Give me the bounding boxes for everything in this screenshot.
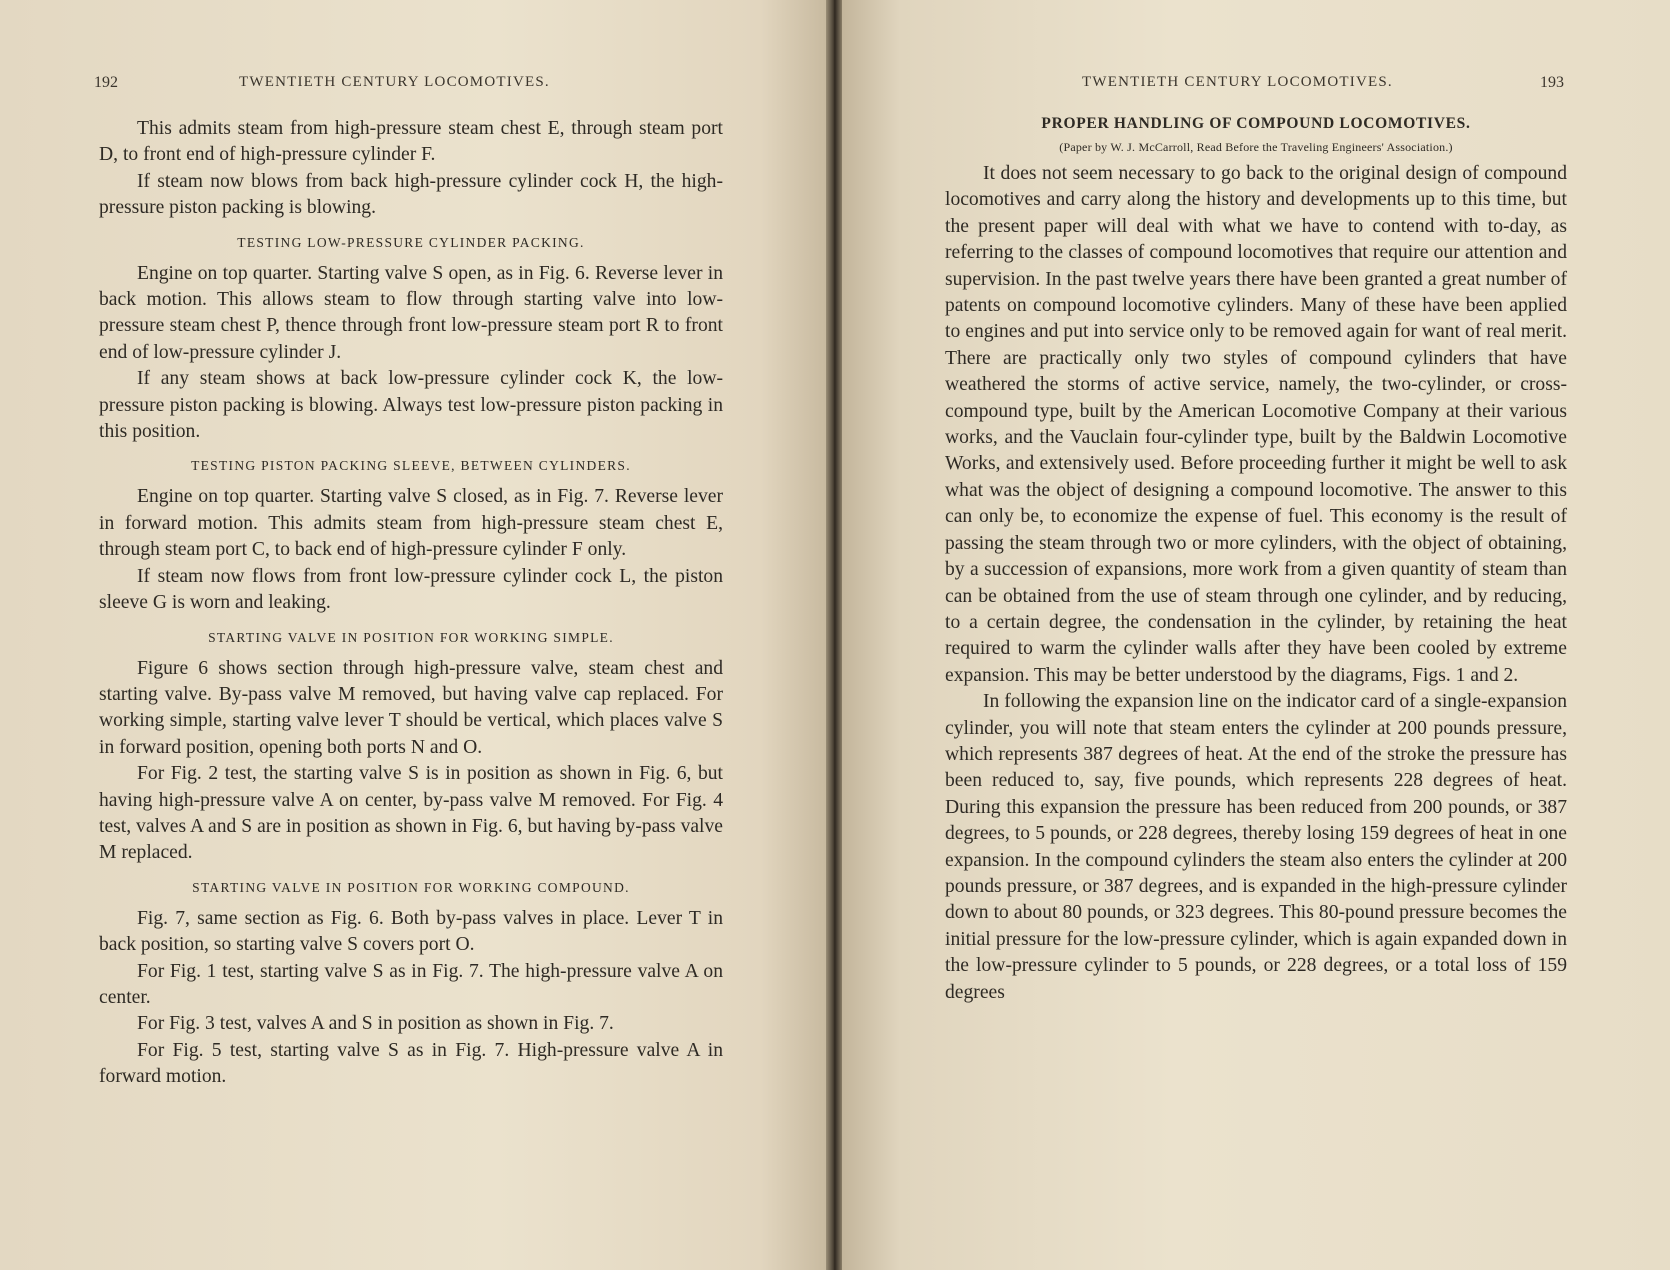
paragraph: In following the expansion line on the indicator card of a single-expansion cylinder, you will note that steam enters the cylinder at 200 pounds pressure, which represents 387 degrees of heat. At the end of the stroke the pressure has been reduced to, say, five pounds, which represents 228 degrees of heat. During this expansion the pressure has been reduced from 200 pounds, or 387 degrees, to 5 pounds, or 228 degrees, thereby losing 159 degrees of heat in one expansion. In the compound cylinders the steam also enters the cylinder at 200 pounds pressure, or 387 degrees, and is expanded in the high-pressure cylinder down to about 80 pounds, or 323 degrees. This 80-pound pressure becomes the initial pressure for the low-pressure cylinder, which is again expanded down in the low-pressure cylinder to 5 pounds, or 228 degrees, or a total loss of 159 degrees (945, 691, 1567, 1003)
article-byline: (Paper by W. J. McCarroll, Read Before the Traveling Engineers' Association.) (1059, 140, 1453, 154)
paragraph: This admits steam from high-pressure steam chest E, through steam port D, to front end of high-pressure cylinder F. (99, 118, 723, 166)
paragraph: If steam now flows from front low-pressure cylinder cock L, the piston sleeve G is worn and leaking. (99, 565, 723, 614)
page-number-right: 193 (1540, 74, 1564, 91)
paragraph: It does not seem necessary to go back to the original design of compound locomotives and carry along the history and developments up to this time, but the present paper will deal with what we have to contend with to-day, as referring to the classes of compound locomotives that require our attention and supervision. In the past twelve years there have been granted a great number of patents on compound locomotive cylinders. Many of these have been applied to engines and put into service only to be removed again for want of real merit. There are practically only two styles of compound cylinders that have weathered the storms of active service, namely, the two-cylinder, or cross-compound type, built by the American Locomotive Company at their various works, and the Vauclain four-cylinder type, built by the Baldwin Locomotive Works, and extensively used. Before proceeding further it might be well to ask what was the object of designing a compound locomotive. The answer to this can only be, to economize the expense of fuel. This economy is the result of passing the steam through two or more cylinders, with the object of obtaining, by a succession of expansions, more work from a given quantity of steam than can be obtained from the use of steam through one cylinder, and by reducing, to a certain degree, the condensation in the cylinder, by retaining the heat required to warm the cylinder walls after they have been cooled by extreme expansion. This may be better understood by the diagrams, Figs. 1 and 2. (945, 163, 1567, 686)
paragraph: For Fig. 3 test, valves A and S in position as shown in Fig. 7. (137, 1013, 614, 1035)
running-head-right: TWENTIETH CENTURY LOCOMOTIVES. (1082, 74, 1393, 90)
section-heading: STARTING VALVE IN POSITION FOR WORKING SIMPLE. (208, 629, 614, 645)
section-heading: STARTING VALVE IN POSITION FOR WORKING COMPOUND. (192, 879, 630, 895)
book-gutter (826, 0, 842, 1270)
section-heading: TESTING LOW-PRESSURE CYLINDER PACKING. (237, 234, 585, 250)
paragraph: If steam now blows from back high-pressure cylinder cock H, the high-pressure piston packing is blowing. (99, 170, 723, 219)
left-page-text (99, 116, 723, 1091)
paragraph: Figure 6 shows section through high-pressure valve, steam chest and starting valve. By-pass valve M removed, but having valve cap replaced. For working simple, starting valve lever T should be vertical, which places valve S in forward position, opening both ports N and O. (99, 657, 723, 758)
paragraph: Engine on top quarter. Starting valve S closed, as in Fig. 7. Reverse lever in forward motion. This admits steam from high-pressure steam chest E, through steam port C, to back end of high-pressure cylinder F only. (99, 486, 723, 561)
paragraph: For Fig. 5 test, starting valve S as in Fig. 7. High-pressure valve A in forward motion. (99, 1039, 723, 1088)
right-page-text (945, 112, 1567, 1006)
paragraph: If any steam shows at back low-pressure cylinder cock K, the low-pressure piston packing is blowing. Always test low-pressure piston packing in this position. (99, 368, 723, 443)
page-number-left: 192 (94, 74, 118, 91)
paragraph: For Fig. 2 test, the starting valve S is in position as shown in Fig. 6, but having high-pressure valve A on center, by-pass valve M removed. For Fig. 4 test, valves A and S are in position as shown in Fig. 6, but having by-pass valve M replaced. (99, 763, 723, 864)
left-page (0, 0, 826, 1270)
paragraph: Fig. 7, same section as Fig. 6. Both by-pass valves in place. Lever T in back position, so starting valve S covers port O. (99, 907, 723, 956)
paragraph: Engine on top quarter. Starting valve S open, as in Fig. 6. Reverse lever in back motion. This allows steam to flow through starting valve into low-pressure steam chest P, thence through front low-pressure steam port R to front end of low-pressure cylinder J. (99, 262, 723, 363)
section-heading: TESTING PISTON PACKING SLEEVE, BETWEEN CYLINDERS. (191, 458, 631, 474)
running-head-left: TWENTIETH CENTURY LOCOMOTIVES. (239, 74, 550, 90)
article-title: PROPER HANDLING OF COMPOUND LOCOMOTIVES. (1041, 115, 1471, 132)
paragraph: For Fig. 1 test, starting valve S as in Fig. 7. The high-pressure valve A on center. (99, 960, 723, 1008)
